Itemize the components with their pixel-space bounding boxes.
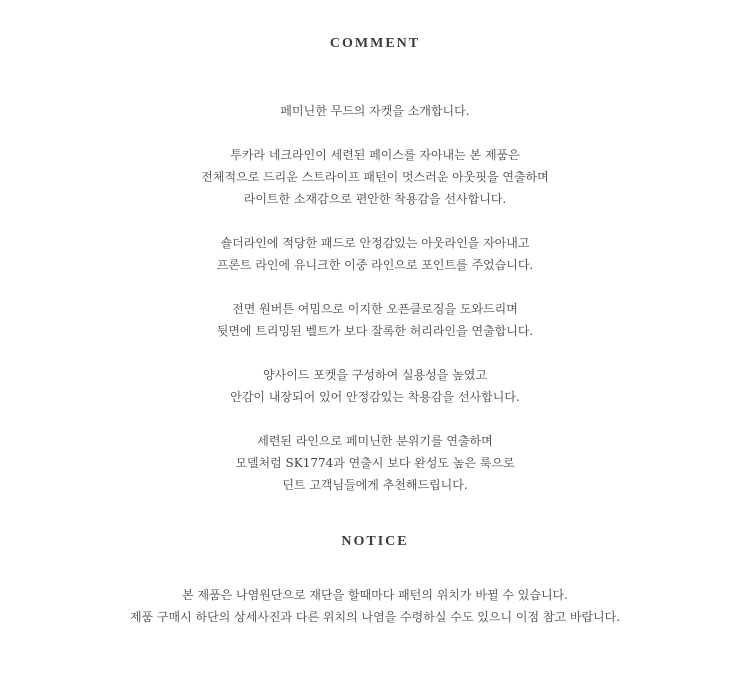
comment-paragraph-neckline (0, 144, 750, 210)
comment-line: 프론트 라인에 유니크한 이중 라인으로 포인트를 주었습니다. (216, 258, 534, 272)
notice-paragraph (0, 584, 750, 628)
comment-paragraph-shoulder (0, 232, 750, 276)
comment-line: 라이트한 소재감으로 편안한 착용감을 선사합니다. (243, 192, 507, 206)
comment-paragraph-pockets (0, 364, 750, 408)
notice-line: 본 제품은 나염원단으로 재단을 할때마다 패턴의 위치가 바뀔 수 있습니다. (182, 588, 568, 602)
comment-line: 투카라 네크라인이 세련된 페이스를 자아내는 본 제품은 (230, 148, 520, 162)
comment-line: 안감이 내장되어 있어 안정감있는 착용감을 선사합니다. (230, 390, 520, 404)
comment-line: 전면 원버튼 여밈으로 이지한 오픈클로징을 도와드리며 (232, 302, 518, 316)
comment-paragraph-recommend (0, 430, 750, 496)
comment-line: 뒷면에 트리밍된 벨트가 보다 잘록한 허리라인을 연출합니다. (216, 324, 534, 338)
notice-heading: NOTICE (341, 534, 409, 549)
comment-line: 모델처럼 SK1774과 연출시 보다 완성도 높은 룩으로 (235, 456, 515, 470)
notice-line: 제품 구매시 하단의 상세사진과 다른 위치의 나염을 수령하실 수도 있으니 이점 참고 바랍니다. (129, 610, 621, 624)
comment-paragraph-intro (0, 100, 750, 122)
comment-line: 세련된 라인으로 페미닌한 분위기를 연출하며 (257, 434, 493, 448)
comment-line: 전체적으로 드리운 스트라이프 패턴이 멋스러운 아웃핏을 연출하며 (201, 170, 549, 184)
comment-line: 페미닌한 무드의 자켓을 소개합니다. (280, 104, 470, 118)
comment-paragraph-closure (0, 298, 750, 342)
comment-line: 숄더라인에 적당한 패드로 안정감있는 아웃라인을 자아내고 (220, 236, 530, 250)
comment-line: 딘트 고객님들에게 추천해드립니다. (282, 478, 468, 492)
comment-heading: COMMENT (329, 36, 421, 51)
comment-line: 양사이드 포켓을 구성하여 실용성을 높였고 (263, 368, 487, 382)
